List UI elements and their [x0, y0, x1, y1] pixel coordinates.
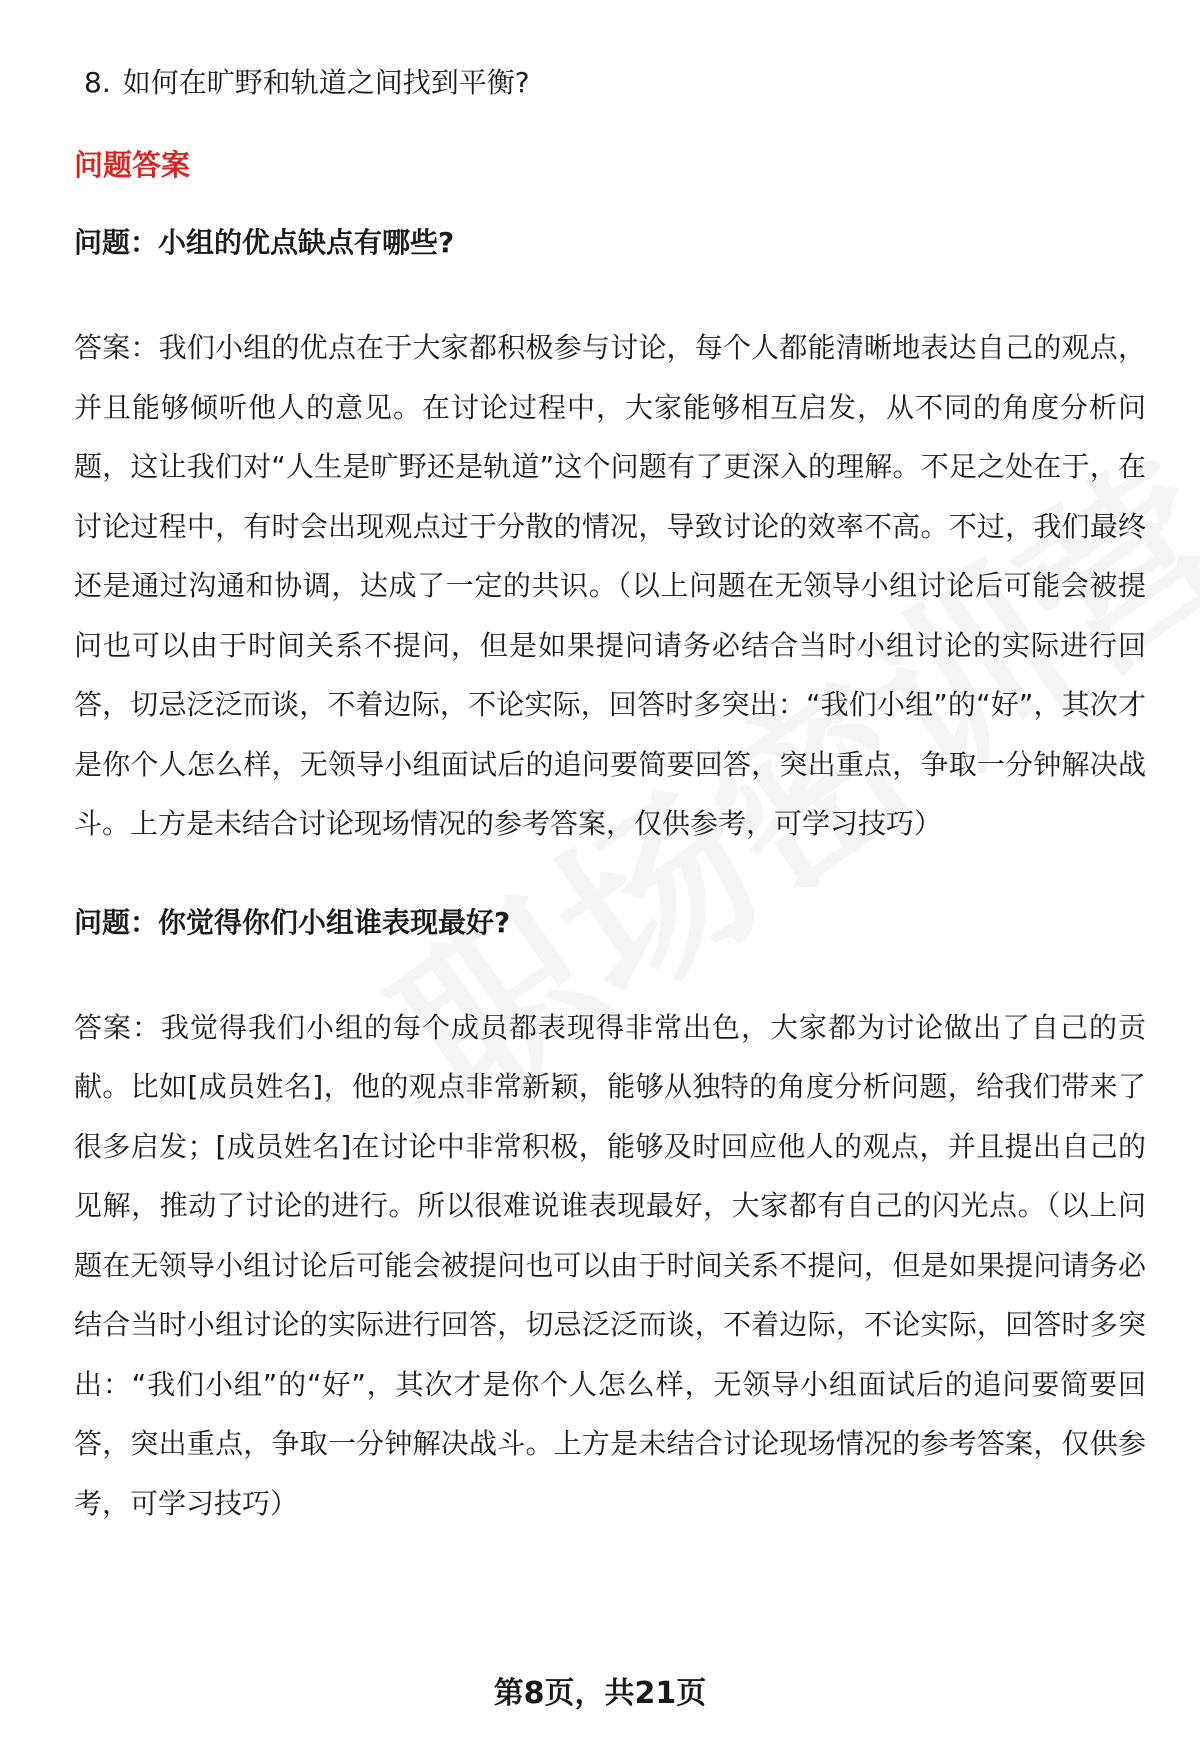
list-item-text: 如何在旷野和轨道之间找到平衡?	[122, 66, 530, 99]
page-content	[74, 60, 1146, 1579]
answer-2: 答案：我觉得我们小组的每个成员都表现得非常出色，大家都为讨论做出了自己的贡献。比如[成员姓名]，他的观点非常新颖，能够从独特的角度分析问题，给我们带来了很多启发；[成员姓名]在讨论中非常积极，能够及时回应他人的观点，并且提出自己的见解，推动了讨论的进行。所以很难说谁表现最好，大家都有自己的闪光点。（以上问题在无领导小组讨论后可能会被提问也可以由于时间关系不提问，但是如果提问请务必结合当时小组讨论的实际进行回答，切忌泛泛而谈，不着边际，不论实际，回答时多突出：“我们小组”的“好”，其次才是你个人怎么样，无领导小组面试后的追问要简要回答，突出重点，争取一分钟解决战斗。上方是未结合讨论现场情况的参考答案，仅供参考，可学习技巧）	[74, 1010, 1146, 1520]
list-item-number: 8.	[84, 66, 111, 99]
list-item-8	[84, 60, 1146, 106]
page-footer: 第8页，共21页	[493, 1676, 707, 1711]
section-heading: 问题答案	[74, 148, 191, 182]
question-1: 问题：小组的优点缺点有哪些?	[74, 226, 455, 259]
answer-1: 答案：我们小组的优点在于大家都积极参与讨论，每个人都能清晰地表达自己的观点，并且能够倾听他人的意见。在讨论过程中，大家能够相互启发，从不同的角度分析问题，这让我们对“人生是旷野还是轨道”这个问题有了更深入的理解。不足之处在于，在讨论过程中，有时会出现观点过于分散的情况，导致讨论的效率不高。不过，我们最终还是通过沟通和协调，达成了一定的共识。（以上问题在无领导小组讨论后可能会被提问也可以由于时间关系不提问，但是如果提问请务必结合当时小组讨论的实际进行回答，切忌泛泛而谈，不着边际，不论实际，回答时多突出：“我们小组”的“好”，其次才是你个人怎么样，无领导小组面试后的追问要简要回答，突出重点，争取一分钟解决战斗。上方是未结合讨论现场情况的参考答案，仅供参考，可学习技巧）	[74, 331, 1146, 840]
question-2: 问题：你觉得你们小组谁表现最好?	[74, 905, 511, 939]
